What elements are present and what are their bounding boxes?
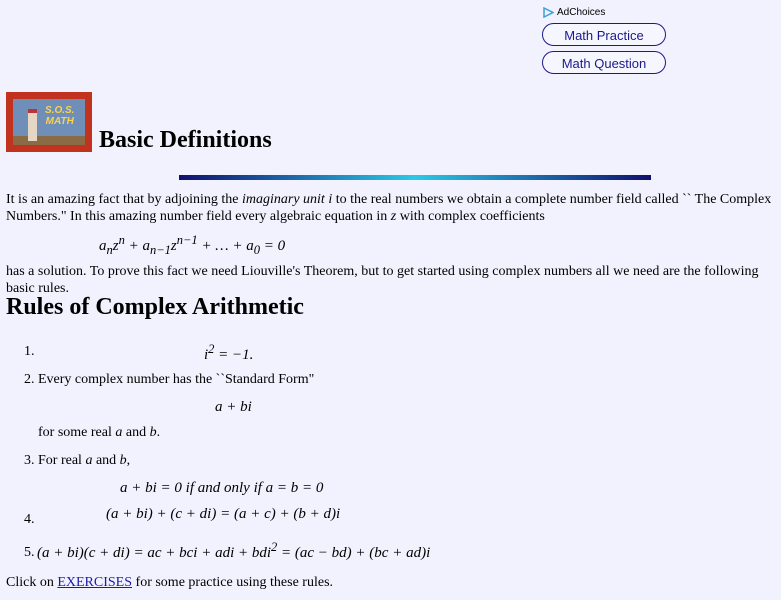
intro-imaginary-unit: imaginary unit i <box>241 192 333 207</box>
rule-3-pre: For real <box>38 453 86 468</box>
adchoices-label[interactable] <box>543 7 605 18</box>
rule-2-after-a: a <box>115 425 123 440</box>
rule-2-after-and: and <box>122 425 150 440</box>
math-practice-button[interactable]: Math Practice <box>542 23 666 46</box>
lighthouse-icon <box>28 109 37 141</box>
rule-2-math: a + bi <box>215 399 252 415</box>
math-question-button[interactable]: Math Question <box>542 51 666 74</box>
rule-2-text <box>24 372 314 388</box>
solution-paragraph: has a solution. To prove this fact we need Liouville's Theorem, but to get started using complex numbers all we need are the following basic rules. <box>6 264 759 296</box>
rule-3-number: 3. <box>24 453 35 468</box>
polynomial-equation: $a_nz^n + a_{n-1}z^{n-1}$ + … + $a_0 = 0$ <box>99 233 286 257</box>
rule-2-after-end: . <box>156 425 161 440</box>
sos-math-logo[interactable] <box>6 92 92 152</box>
logo-text <box>45 105 74 127</box>
intro-after: with complex coefficients <box>396 209 545 224</box>
rule-3-text <box>24 453 130 469</box>
rule-3-and: and <box>92 453 120 468</box>
rule-5-math: (a + bi)(c + di) = ac + bci + adi + bdi$^2$ = (ac − bd) + (bc + ad)i <box>37 540 431 561</box>
page-title: Basic Definitions <box>99 127 272 153</box>
rule-2-after-b: b <box>149 425 157 440</box>
section-heading: Rules of Complex Arithmetic <box>6 294 304 320</box>
rule-2-after-pre: for some real <box>38 425 116 440</box>
logo-line1: S.O.S. <box>45 105 75 116</box>
rule-3-comma: , <box>126 453 131 468</box>
rule-2-label: Every complex number has the ``Standard Form" <box>38 372 315 387</box>
rule-3-b: b <box>119 453 127 468</box>
rule-3-math: a + bi = 0 if and only if a = b = 0 <box>120 480 324 496</box>
footer-pre: Click on <box>6 575 58 590</box>
rule-4-number: 4. <box>24 512 35 527</box>
intro-paragraph <box>6 191 781 225</box>
title-divider <box>179 175 651 180</box>
rule-2-after <box>38 425 160 441</box>
intro-z: z <box>390 209 397 224</box>
rule-2-number: 2. <box>24 372 35 387</box>
rule-1-number: 1. <box>24 344 35 359</box>
footer-text <box>6 575 333 591</box>
adchoices-text: AdChoices <box>557 7 606 18</box>
exercises-link[interactable]: EXERCISES <box>57 575 133 590</box>
intro-mid: to the real numbers we obtain a complete number field called `` The Complex Numbers." In this amazing number field every algebraic equation in <box>6 192 772 224</box>
rule-1-math: $i^2 = -1$. <box>204 342 254 363</box>
rule-5-number: 5. <box>24 545 35 560</box>
logo-line2: MATH <box>45 116 74 127</box>
rule-4-math: (a + bi) + (c + di) = (a + c) + (b + d)i <box>106 506 341 522</box>
logo-ground <box>13 136 85 145</box>
rule-3-a: a <box>85 453 93 468</box>
logo-image <box>13 99 85 145</box>
adchoices-icon <box>543 7 554 18</box>
intro-before: It is an amazing fact that by adjoining the <box>6 192 242 207</box>
footer-post: for some practice using these rules. <box>132 575 334 590</box>
